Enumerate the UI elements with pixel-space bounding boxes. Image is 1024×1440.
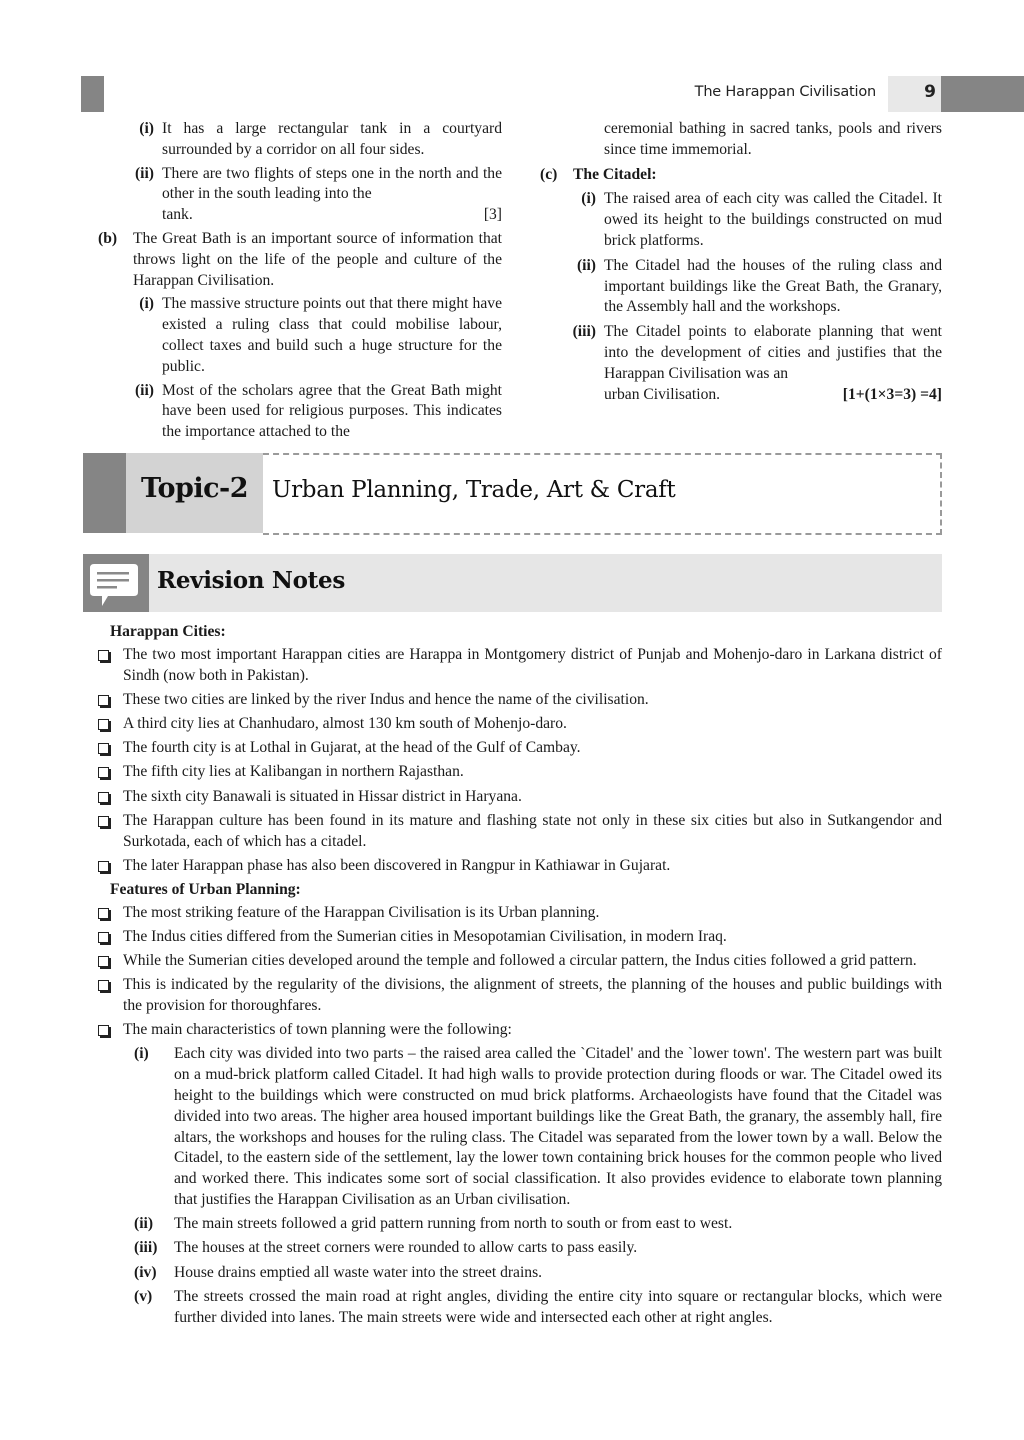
topic-label: Topic-2 [140,473,249,504]
section-heading-harappan-cities: Harappan Cities: [110,623,226,640]
continued-text [540,119,942,161]
answer-point [540,322,942,405]
list-item: The later Harappan phase has also been discovered in Rangpur in Kathiawar in Gujarat. [98,856,942,877]
item-text: The streets crossed the main road at right angles, dividing the entire city into square or rectangular blocks, which were further divided into lanes. The main streets were wide and intersected each other at right angles. [174,1287,942,1326]
topic-accent-bar [83,453,126,533]
point-text: The raised area of each city was called the Citadel. It owed its height to the buildings constructed on mud brick platforms. [604,190,942,249]
point-text: Most of the scholars agree that the Great Bath might have been used for religious purposes. This indicates the importance attached to the [162,381,502,441]
checkbox-bullet-icon [98,695,109,706]
item-text: Each city was divided into two parts – the raised area called the `Citadel' and the `lower town'. The western part was built on a mud-brick platform called Citadel. It had high walls to provide protection during floods or war. The Citadel owed its height to the buildings which were constructed on mud brick platforms. Archaeologists have found that the Citadel was divided into two areas. The higher area housed important buildings like the Great Bath, the granary, the assembly hall, fire altars, the workshops and houses for the ruling class. The Citadel was separated from the lower town by a wall. Below the Citadel, to the eastern side of the settlement, lay the lower town containing brick houses for the common people who lived and worked there. This indicates some sort of social classification. It also provides evidence to elaborate town planning that justifies the Harappan Civilisation as an Urban civilisation. [174,1045,942,1208]
checkbox-bullet-icon [98,719,109,730]
part-label: (c) [540,165,558,183]
list-item: The fourth city is at Lothal in Gujarat, at the head of the Gulf of Cambay. [98,738,942,759]
speech-bubble-notes-icon [88,561,140,609]
part-title: The Citadel: [573,165,657,183]
item-label: (iii) [134,1239,158,1257]
marks-label: [1+(1×3=3) =4] [842,385,942,403]
section-heading-urban-planning: Features of Urban Planning: [110,880,301,898]
answer-part-b [98,229,502,291]
characteristic-item [110,1214,942,1235]
answer-point [98,294,502,377]
point-text: The Citadel had the houses of the ruling class and important buildings like the Great Bath, the Granary, the Assembly hall and the workshops. [604,256,942,316]
characteristic-item [110,1044,942,1210]
point-label: (ii) [134,381,154,399]
point-text-end: tank. [162,206,193,224]
header-right-accent-bar [941,76,1024,112]
list-item: The fifth city lies at Kalibangan in northern Rajasthan. [98,762,942,783]
characteristic-item [110,1263,942,1284]
checkbox-bullet-icon [98,908,109,919]
point-label: (iii) [572,323,596,341]
checkbox-bullet-icon [98,956,109,967]
checkbox-bullet-icon [98,1025,109,1036]
checkbox-bullet-icon [98,650,109,661]
item-label: (iv) [134,1263,157,1281]
checkbox-bullet-icon [98,861,109,872]
item-label: (ii) [134,1215,154,1233]
part-label: (b) [98,229,118,247]
list-item: These two cities are linked by the river Indus and hence the name of the civilisation. [98,690,942,711]
checkbox-bullet-icon [98,932,109,943]
list-item: The sixth city Banawali is situated in Hissar district in Haryana. [98,787,942,808]
marks-label: [3] [483,206,502,224]
list-item: A third city lies at Chanhudaro, almost 130 km south of Mohenjo-daro. [98,714,942,735]
running-title: The Harappan Civilisation [694,84,876,100]
item-label: (v) [134,1287,153,1305]
list-item: The Harappan culture has been found in its mature and flashing state not only in these six cities but also in Sutkangendor and Surkotada, each of which has a citadel. [98,811,942,853]
part-text: The Great Bath is an important source of information that throws light on the life of the people and culture of the Harappan Civilisation. [133,229,502,289]
answer-point [540,189,942,251]
left-column [98,119,502,446]
page-number: 9 [924,82,936,102]
characteristic-item [110,1287,942,1329]
point-label: (ii) [134,164,154,182]
list-item: While the Sumerian cities developed around the temple and followed a circular pattern, the Indus cities followed a grid pattern. [98,951,942,972]
checkbox-bullet-icon [98,767,109,778]
point-text: The Citadel points to elaborate planning that went into the development of cities and justifies that the Harappan Civilisation was an [604,323,942,382]
notes-body [110,622,942,1332]
point-text: There are two flights of steps one in the north and the other in the south leading into the [162,164,502,203]
point-label: (ii) [576,256,596,274]
answer-point [98,164,502,226]
item-text: The main streets followed a grid pattern running from north to south or from east to west. [174,1215,733,1233]
point-label: (i) [581,190,596,208]
checkbox-bullet-icon [98,816,109,827]
point-label: (i) [139,295,154,313]
checkbox-bullet-icon [98,743,109,754]
answer-point [540,256,942,318]
continuation-text: ceremonial bathing in sacred tanks, pools and rivers since time immemorial. [604,120,942,158]
point-text: The massive structure points out that there might have existed a ruling class that could mobilise labour, collect taxes and build such a huge structure for the public. [162,295,502,375]
list-item: The Indus cities differed from the Sumerian cities in Mesopotamian Civilisation, in modern Iraq. [98,927,942,948]
item-text: The houses at the street corners were rounded to allow carts to pass easily. [174,1239,638,1257]
point-text: It has a large rectangular tank in a courtyard surrounded by a corridor on all four sides. [162,120,502,158]
characteristic-item [110,1238,942,1259]
point-label: (i) [139,120,154,137]
answer-part-c [540,165,942,186]
right-column [540,119,942,408]
topic-title: Urban Planning, Trade, Art & Craft [272,477,676,503]
revision-notes-title: Revision Notes [157,567,345,594]
item-label: (i) [134,1045,149,1063]
list-item: The most striking feature of the Harappan Civilisation is its Urban planning. [98,903,942,924]
checkbox-bullet-icon [98,792,109,803]
header-left-accent-bar [81,76,104,112]
checkbox-bullet-icon [98,980,109,991]
item-text: House drains emptied all waste water into the street drains. [174,1263,543,1281]
point-text-end: urban Civilisation. [604,385,721,403]
answer-point [98,381,502,443]
list-item: The main characteristics of town planning were the following: [98,1020,942,1041]
answer-point [98,119,502,161]
list-item: This is indicated by the regularity of the divisions, the alignment of streets, the planning of the houses and public buildings with the provision for thoroughfares. [98,975,942,1017]
list-item: The two most important Harappan cities are Harappa in Montgomery district of Punjab and Mohenjo-daro in Larkana district of Sindh (now both in Pakistan). [98,645,942,687]
